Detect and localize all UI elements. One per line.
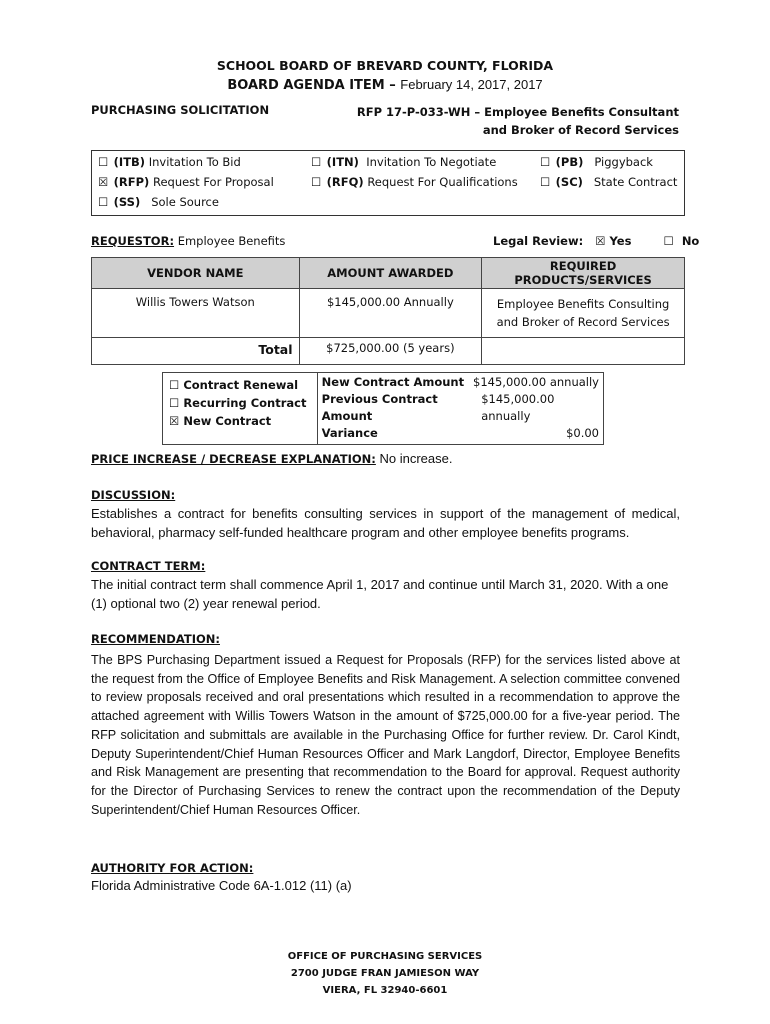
table-row xyxy=(92,289,685,338)
services-line1: Employee Benefits Consulting xyxy=(496,297,670,311)
option-label: Recurring Contract xyxy=(183,396,307,410)
option-label: Sole Source xyxy=(151,195,219,209)
legal-review xyxy=(493,234,699,248)
checkbox-icon: ☐ xyxy=(540,175,551,189)
footer-office: OFFICE OF PURCHASING SERVICES xyxy=(287,951,483,962)
checkbox-icon: ☐ xyxy=(311,155,322,169)
rfp-title-line1: RFP 17-P-033-WH – Employee Benefits Consultant xyxy=(356,105,679,119)
option-rfq[interactable] xyxy=(311,175,518,189)
recommendation-text: The BPS Purchasing Department issued a Request for Proposals (RFP) for the services listed above at the request from the Office of Employee Benefits and Risk Management. A selection committee convened to review proposals received and oral presentations which resulted in a recommendation to approve the attached agreement with Willis Towers Watson in the amount of $725,000.00 for a five-year period. The RFP solicitation and submittals are available in the Purchasing Office for further review. Dr. Carol Kindt, Deputy Superintendent/Chief Human Resources Officer and Mark Langdorf, Director, Employee Benefits and Risk Management are presenting that recommendation to the Board for approval. Request authority for the Director of Purchasing Services to renew the contract upon the recommendation of the Deputy Superintendent/Chief Human Resources Officer. xyxy=(91,653,680,817)
option-label: Contract Renewal xyxy=(183,378,299,392)
option-recurring-contract[interactable] xyxy=(169,394,313,412)
amount-label: New Contract Amount xyxy=(321,375,465,389)
services-cell xyxy=(482,289,685,338)
discussion-label: DISCUSSION: xyxy=(91,488,176,502)
checkbox-checked-icon: ☒ xyxy=(98,175,109,189)
amount-cell: $145,000.00 Annually xyxy=(299,289,482,338)
requestor xyxy=(91,234,285,248)
price-change-label: PRICE INCREASE / DECREASE EXPLANATION: xyxy=(91,452,376,466)
footer-street: 2700 JUDGE FRAN JAMIESON WAY xyxy=(290,968,480,979)
contract-term-label: CONTRACT TERM: xyxy=(91,559,206,573)
amount-value: $145,000.00 annually xyxy=(473,375,599,389)
option-code: (SS) xyxy=(113,195,141,209)
legal-no-checkbox-icon[interactable]: ☐ xyxy=(663,234,674,248)
checkbox-icon: ☐ xyxy=(169,396,180,410)
legal-yes-label: Yes xyxy=(609,234,632,248)
recommendation-label: RECOMMENDATION: xyxy=(91,632,220,646)
authority-label: AUTHORITY FOR ACTION: xyxy=(91,861,254,875)
option-rfp[interactable] xyxy=(98,175,274,189)
contract-options xyxy=(163,373,318,445)
option-code: (SC) xyxy=(555,175,583,189)
amount-label: Previous Contract Amount xyxy=(321,392,438,423)
amount-value: $145,000.00 annually xyxy=(481,392,555,423)
option-label: Invitation To Bid xyxy=(148,155,241,169)
agenda-item-line xyxy=(0,77,770,93)
legal-yes-checkbox-icon[interactable]: ☒ xyxy=(595,234,606,248)
col-header-vendor: VENDOR NAME xyxy=(92,258,300,289)
option-itn[interactable] xyxy=(311,155,496,169)
option-contract-renewal[interactable] xyxy=(169,376,313,394)
option-label: New Contract xyxy=(183,414,272,428)
option-ss[interactable] xyxy=(98,195,219,209)
total-label: Total xyxy=(92,338,300,365)
requestor-label: REQUESTOR: xyxy=(91,234,175,248)
option-label: Request For Qualifications xyxy=(367,175,518,189)
checkbox-checked-icon: ☒ xyxy=(169,414,180,428)
contract-amounts xyxy=(317,373,603,445)
option-itb[interactable] xyxy=(98,155,241,169)
vendor-name-cell: Willis Towers Watson xyxy=(92,289,300,338)
total-empty-cell xyxy=(482,338,685,365)
price-change xyxy=(91,451,452,466)
option-pb[interactable] xyxy=(540,155,653,169)
legal-no-label: No xyxy=(681,234,700,248)
footer xyxy=(0,948,770,999)
amount-label: Variance xyxy=(321,426,378,440)
option-sc[interactable] xyxy=(540,175,677,189)
checkbox-icon: ☐ xyxy=(98,155,109,169)
document-title: SCHOOL BOARD OF BREVARD COUNTY, FLORIDA xyxy=(216,58,554,73)
option-new-contract[interactable] xyxy=(169,412,313,430)
services-line2: and Broker of Record Services xyxy=(496,315,670,329)
option-label: Piggyback xyxy=(594,155,653,169)
option-code: (ITB) xyxy=(113,155,146,169)
option-code: (RFP) xyxy=(113,175,150,189)
legal-review-label: Legal Review: xyxy=(493,234,584,248)
requestor-value: Employee Benefits xyxy=(177,234,286,248)
contract-type-table xyxy=(162,372,604,445)
option-code: (ITN) xyxy=(326,155,359,169)
solicitation-label: PURCHASING SOLICITATION xyxy=(91,103,270,117)
checkbox-icon: ☐ xyxy=(98,195,109,209)
checkbox-icon: ☐ xyxy=(311,175,322,189)
option-label: Request For Proposal xyxy=(152,175,274,189)
rfp-title-line2: and Broker of Record Services xyxy=(482,123,679,137)
total-value: $725,000.00 (5 years) xyxy=(299,338,482,365)
contract-term-text: The initial contract term shall commence April 1, 2017 and continue until March 31, 2020. With a one (1) optional two (2) year renewal period. xyxy=(91,577,669,611)
amount-value: $0.00 xyxy=(566,426,599,440)
rfp-title xyxy=(357,103,679,139)
footer-city: VIERA, FL 32940-6601 xyxy=(322,985,448,996)
previous-contract-amount-row xyxy=(322,391,599,425)
checkbox-icon: ☐ xyxy=(540,155,551,169)
agenda-item-label: BOARD AGENDA ITEM – xyxy=(227,78,401,93)
discussion-text: Establishes a contract for benefits consulting services in support of the management of medical, behavioral, pharmacy self-funded healthcare program and other employee benefits programs. xyxy=(91,506,680,540)
col-header-services: REQUIRED PRODUCTS/SERVICES xyxy=(482,258,685,289)
checkbox-icon: ☐ xyxy=(169,378,180,392)
col-header-amount: AMOUNT AWARDED xyxy=(299,258,482,289)
option-code: (RFQ) xyxy=(326,175,364,189)
vendor-table-header xyxy=(92,258,685,289)
vendor-table xyxy=(91,257,685,365)
agenda-item-date: February 14, 2017, 2017 xyxy=(400,77,543,92)
option-label: State Contract xyxy=(593,175,678,189)
variance-row xyxy=(322,425,599,442)
price-change-value: No increase. xyxy=(375,451,453,466)
total-row xyxy=(92,338,685,365)
option-label: Invitation To Negotiate xyxy=(366,155,497,169)
authority-text: Florida Administrative Code 6A-1.012 (11) (a) xyxy=(91,878,352,893)
option-code: (PB) xyxy=(555,155,584,169)
new-contract-amount-row xyxy=(322,374,599,391)
